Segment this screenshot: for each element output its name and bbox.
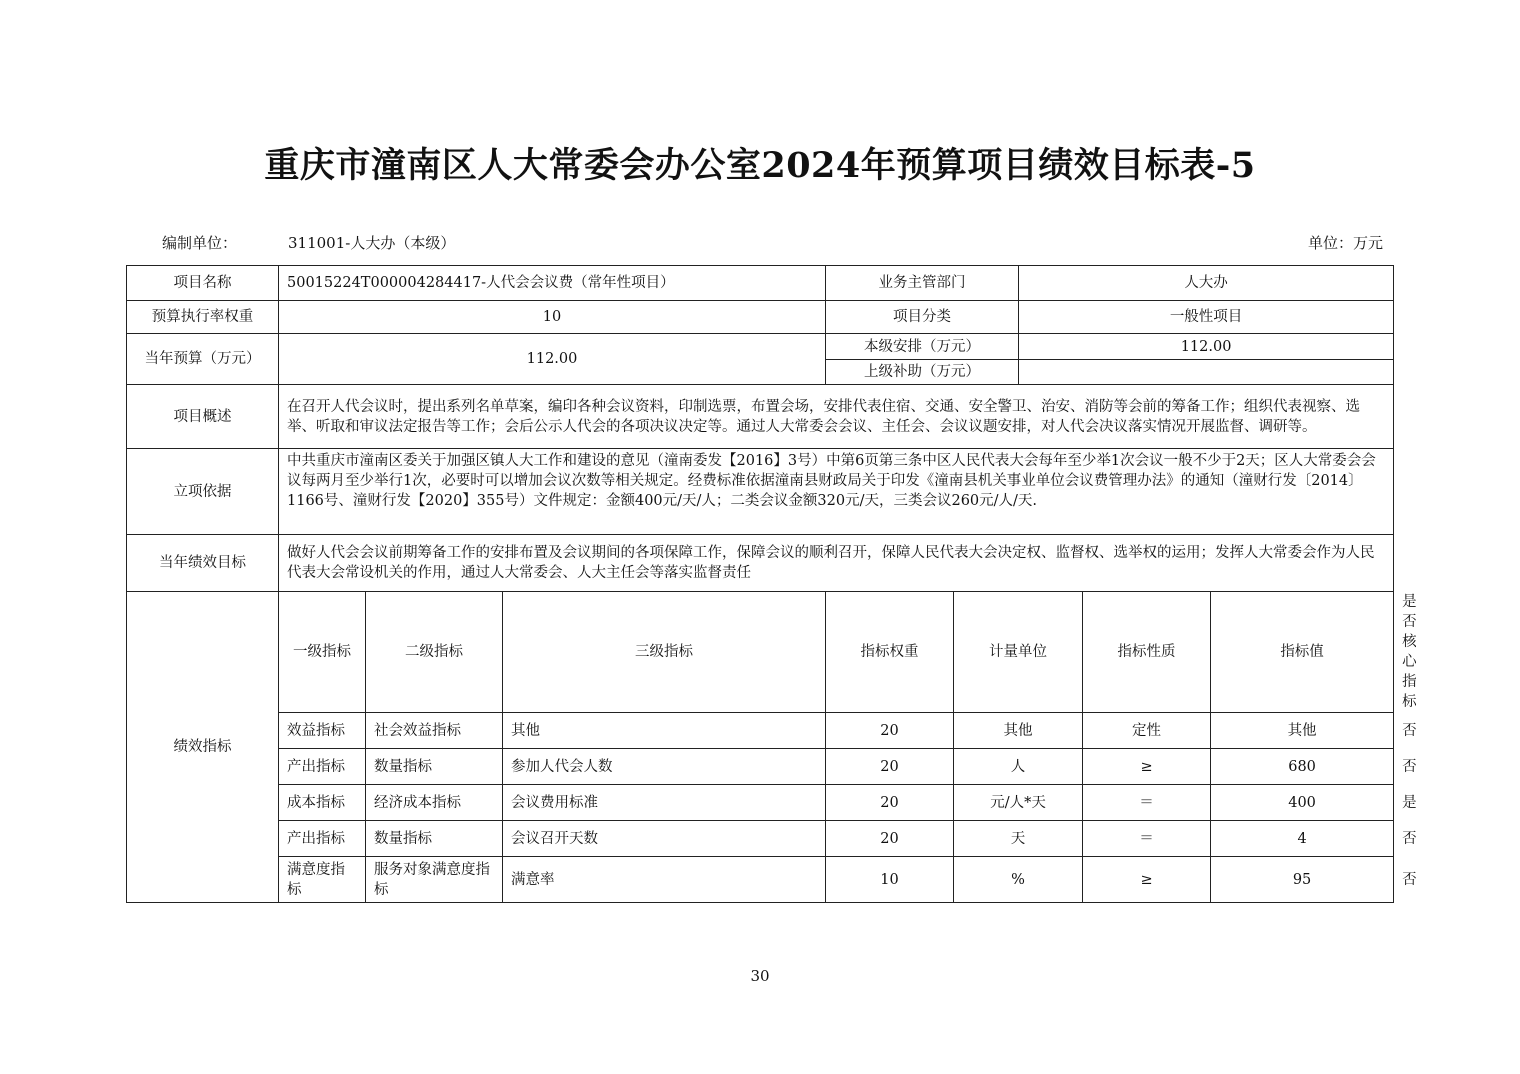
table-row: 成本指标 经济成本指标 会议费用标准 20 元/人*天 ＝ 400 是 <box>127 785 1394 821</box>
cell-weight: 20 <box>826 821 954 857</box>
goal-label: 当年绩效目标 <box>127 535 279 592</box>
dept-value: 人大办 <box>1019 266 1394 301</box>
basis-value: 中共重庆市潼南区委关于加强区镇人大工作和建设的意见（潼南委发【2016】3号）中第6页第三条中区人民代表大会每年至少举1次会议一般不少于2天；区人大常委会会议每两月至少举行1次，必要时可以增加会议次数等相关规定。经费标准依据潼南县财政局关于印发《潼南县机关事业单位会议费管理办法》的通知（潼财行发〔2014〕1166号、潼财行发【2020】355号）文件规定：金额400元/天/人；二类会议金额320元/天，三类会议260元/人/天. <box>279 449 1394 535</box>
cell-level2: 服务对象满意度指标 <box>366 857 503 903</box>
header-weight: 指标权重 <box>826 592 954 713</box>
subsidy-label: 上级补助（万元） <box>826 360 1019 385</box>
cell-level1: 成本指标 <box>279 785 366 821</box>
project-name-value: 50015224T000004284417-人代会会议费（常年性项目） <box>279 266 826 301</box>
cell-nature: 定性 <box>1083 713 1211 749</box>
header-value: 指标值 <box>1211 592 1394 713</box>
header-level3: 三级指标 <box>503 592 826 713</box>
cell-level3: 会议费用标准 <box>503 785 826 821</box>
cell-nature: ≥ <box>1083 857 1211 903</box>
cell-nature: ＝ <box>1083 785 1211 821</box>
cell-level1: 满意度指标 <box>279 857 366 903</box>
cell-unit: 其他 <box>954 713 1083 749</box>
cell-unit: 天 <box>954 821 1083 857</box>
page-title: 重庆市潼南区人大常委会办公室2024年预算项目绩效目标表-5 <box>264 145 1256 186</box>
cell-level1: 效益指标 <box>279 713 366 749</box>
cell-level3: 参加人代会人数 <box>503 749 826 785</box>
project-name-label: 项目名称 <box>127 266 279 301</box>
dept-label: 业务主管部门 <box>826 266 1019 301</box>
cell-level2: 社会效益指标 <box>366 713 503 749</box>
cell-level3: 其他 <box>503 713 826 749</box>
header-nature: 指标性质 <box>1083 592 1211 713</box>
overview-value: 在召开人代会议时，提出系列名单草案，编印各种会议资料，印制选票，布置会场，安排代表住宿、交通、安全警卫、治安、消防等会前的筹备工作；组织代表视察、选举、听取和审议法定报告等工作；会后公示人代会的各项决议决定等。通过人大常委会会议、主任会、会议议题安排，对人代会决议落实情况开展监督、调研等。 <box>279 385 1394 449</box>
cell-level1: 产出指标 <box>279 821 366 857</box>
cell-nature: ＝ <box>1083 821 1211 857</box>
category-value: 一般性项目 <box>1019 301 1394 334</box>
category-label: 项目分类 <box>826 301 1019 334</box>
local-budget-label: 本级安排（万元） <box>826 334 1019 360</box>
cell-value: 其他 <box>1211 713 1394 749</box>
table-row: 产出指标 数量指标 参加人代会人数 20 人 ≥ 680 否 <box>127 749 1394 785</box>
cell-unit: 人 <box>954 749 1083 785</box>
cell-value: 400 <box>1211 785 1394 821</box>
cell-value: 4 <box>1211 821 1394 857</box>
cell-level2: 经济成本指标 <box>366 785 503 821</box>
weight-value: 10 <box>279 301 826 334</box>
cell-level1: 产出指标 <box>279 749 366 785</box>
subsidy-value <box>1019 360 1394 385</box>
table-row: 满意度指标 服务对象满意度指标 满意率 10 % ≥ 95 否 <box>127 857 1394 903</box>
goal-value: 做好人代会会议前期筹备工作的安排布置及会议期间的各项保障工作，保障会议的顺利召开，保障人民代表大会决定权、监督权、选举权的运用；发挥人大常委会作为人民代表大会常设机关的作用，通过人大常委会、人大主任会等落实监督责任 <box>279 535 1394 592</box>
cell-weight: 20 <box>826 713 954 749</box>
budget-value: 112.00 <box>279 334 826 385</box>
cell-level2: 数量指标 <box>366 821 503 857</box>
page-number: 30 <box>750 967 770 985</box>
performance-table: 项目名称 50015224T000004284417-人代会会议费（常年性项目） 业务主管部门 人大办 预算执行率权重 10 项目分类 一般性项目 当年预算（万元） 112.00 本级安排（万元） 112.00 上级补助（万元） 项目概述 在召开人代会议时，提出系列名单草案，编印各种会议资料，印制选票，布置会场，安排代表住宿、交通、安全警卫、治安、消防等会前的筹备工作；组织代表视察、选举、听取和审议法定报告等工作；会后公示人代会的各项决议决定等。通过人大常委会会议、主任会、会议议题安排，对人代会决议落实情况开展监督、调研等。 立项依据 中共重庆市潼南区委关于加强区镇人大工作和建设的意见（潼南委发【2016】3号）中第6页第三条中区人民代表大会每年至少举1次会议一般不少于2天；区人大常委会会议每两月至少举行1次，必要时可以增加会议次数等相关规定。经费标准依据潼南县财政局关于印发《潼南县机关事业单位会议费管理办法》的通知（潼财行发〔2014〕1166号、潼财行发【2020】355号）文件规定：金额400元/天/人；二类会议金额320元/天，三类会议260元/人/天. 当年绩效目标 做好人代会会议前期筹备工作的安排布置及会议期间的各项保障工作，保障会议的顺利召开，保障人民代表大会决定权、监督权、选举权的运用；发挥人大常委会作为人民代表大会常设机关的作用，通过人大常委会、人大主任会等落实监督责任 绩效指标 一级指标 二级指标 三级指标 指标权重 计量单位 指标性质 指标值 是否核心指标 效益指标 社会效益指标 其他 20 其他 定性 其他 否 产出指标 数量指标 参加人代会人数 20 人 ≥ 680 否 成本指标 经济成本指标 会议费用标准 20 元/人*天 ＝ 400 是 产出指标 数量指标 会议召开天数 20 天 ＝ 4 否 满意度指标 服务对象满意度指标 满意率 10 % ≥ 95 否 <box>126 265 1394 903</box>
cell-value: 95 <box>1211 857 1394 903</box>
weight-label: 预算执行率权重 <box>127 301 279 334</box>
cell-value: 680 <box>1211 749 1394 785</box>
header-level2: 二级指标 <box>366 592 503 713</box>
cell-unit: 元/人*天 <box>954 785 1083 821</box>
cell-weight: 20 <box>826 749 954 785</box>
cell-nature: ≥ <box>1083 749 1211 785</box>
org-unit-value: 311001-人大办（本级） <box>288 234 456 252</box>
cell-weight: 10 <box>826 857 954 903</box>
budget-label: 当年预算（万元） <box>127 334 279 385</box>
table-row: 产出指标 数量指标 会议召开天数 20 天 ＝ 4 否 <box>127 821 1394 857</box>
header-unit: 计量单位 <box>954 592 1083 713</box>
cell-level3: 会议召开天数 <box>503 821 826 857</box>
local-budget-value: 112.00 <box>1019 334 1394 360</box>
indicators-label: 绩效指标 <box>127 592 279 903</box>
cell-level3: 满意率 <box>503 857 826 903</box>
org-unit-label: 编制单位： <box>162 234 238 252</box>
basis-label: 立项依据 <box>127 449 279 535</box>
header-level1: 一级指标 <box>279 592 366 713</box>
cell-level2: 数量指标 <box>366 749 503 785</box>
currency-unit: 单位：万元 <box>1307 234 1383 252</box>
cell-weight: 20 <box>826 785 954 821</box>
table-row: 效益指标 社会效益指标 其他 20 其他 定性 其他 否 <box>127 713 1394 749</box>
overview-label: 项目概述 <box>127 385 279 449</box>
cell-unit: % <box>954 857 1083 903</box>
